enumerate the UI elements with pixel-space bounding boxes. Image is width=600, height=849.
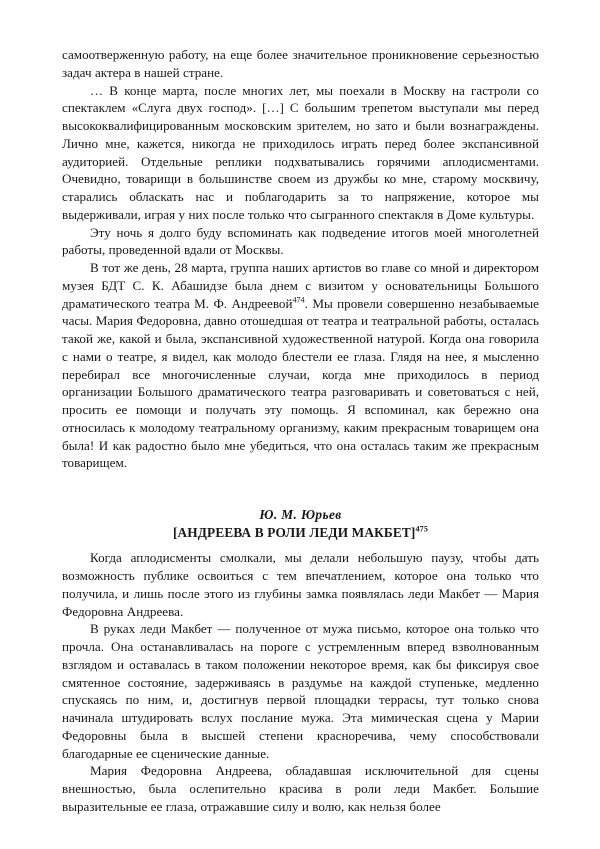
section-heading — [62, 506, 539, 542]
paragraph-andreeva-visit — [62, 259, 539, 472]
paragraph-andreeva-visit-text-after-footnote: . Мы провели совершенно незабываемые часы. Мария Федоровна, давно отошедшая от театра и театральной работы, осталась такой же, какой и была, экспансивной художественной натурой. Когда она говорила с нами о театре, я видел, как молодо блестели ее глаза. Глядя на нее, я мысленно перебирал все многочисленные случаи, когда мне приходилось в период организации Большого драматического театра разговаривать и советоваться с ней, просить ее помощи и получать эту помощь. Я вспоминал, как бережно она относилась к молодому театральному организму, каким прекрасным товарищем она была! И как радостно было мне убедиться, что она осталась таким же прекрасным товарищем. — [62, 295, 539, 471]
paragraph-andreeva-visit-text-before-footnote: В тот же день, 28 марта, группа наших артистов во главе со мной и директором музея БДТ С. К. Абашидзе была днем с визитом у основательницы Большого драматического театра М. Ф. Андреевой — [62, 260, 539, 311]
paragraph-letter-scene: В руках леди Макбет — полученное от мужа письмо, которое она только что прочла. Она останавливалась на пороге с устремленным вперед взволнованным взглядом и оставалась в таком положении некоторое время, как бы фиксируя свое смятенное состояние, задерживаясь в раздумье на каждой ступеньке, медленно спускаясь по ним, и, достигнув первой площадки террасы, тут только снова начинала штудировать вслух послание мужа. Эта мимическая сцена у Марии Федоровны была в высшей степени красноречива, чему способствовали благодарные ее сценические данные. — [62, 621, 539, 761]
section-author-name: Ю. М. Юрьев — [259, 507, 342, 522]
section-title — [62, 524, 539, 542]
paragraph-appearance: Мария Федоровна Андреева, обладавшая исключительной для сцены внешностью, была ослепительно красива в роли леди Макбет. Большие выразительные ее глаза, отражавшие силу и волю, как нельзя более — [62, 763, 539, 814]
footnote-reference-474[interactable]: 474 — [292, 295, 305, 305]
section-title-text: [АНДРЕЕВА В РОЛИ ЛЕДИ МАКБЕТ] — [172, 524, 416, 540]
paragraph-continuation: самоотверженную работу, на еще более значительное проникновение серьезностью задач актера в нашей стране. — [62, 47, 539, 80]
footnote-reference-475[interactable]: 475 — [415, 524, 429, 534]
paragraph-moscow-tour: … В конце марта, после многих лет, мы поехали в Москву на гастроли со спектаклем «Слуга двух господ». […] С большим трепетом выступали мы перед высококвалифицированным московским зрителем, но зато и были вознаграждены. Лично мне, кажется, никогда не приходилось играть перед более экспансивной аудиторией. Отдельные реплики подхватывались горячими аплодисментами. Очевидно, товарищи в большинстве своем из дружбы ко мне, старому москвичу, старались обласкать нас и поблагодарить за то напряжение, которое мы выдерживали, играя у них после только что сыгранного спектакля в Доме культуры. — [62, 82, 539, 222]
page-text-column — [62, 46, 539, 816]
paragraph-applause-pause: Когда аплодисменты смолкали, мы делали небольшую паузу, чтобы дать возможность публике освоиться с тем впечатлением, которое она только что получила, и лишь после этого из глубины замка появлялась леди Макбет — Мария Федоровна Андреева. — [62, 550, 539, 619]
paragraph-night-memory: Эту ночь я долго буду вспоминать как подведение итогов моей многолетней работы, проведенной вдали от Москвы. — [62, 224, 539, 258]
